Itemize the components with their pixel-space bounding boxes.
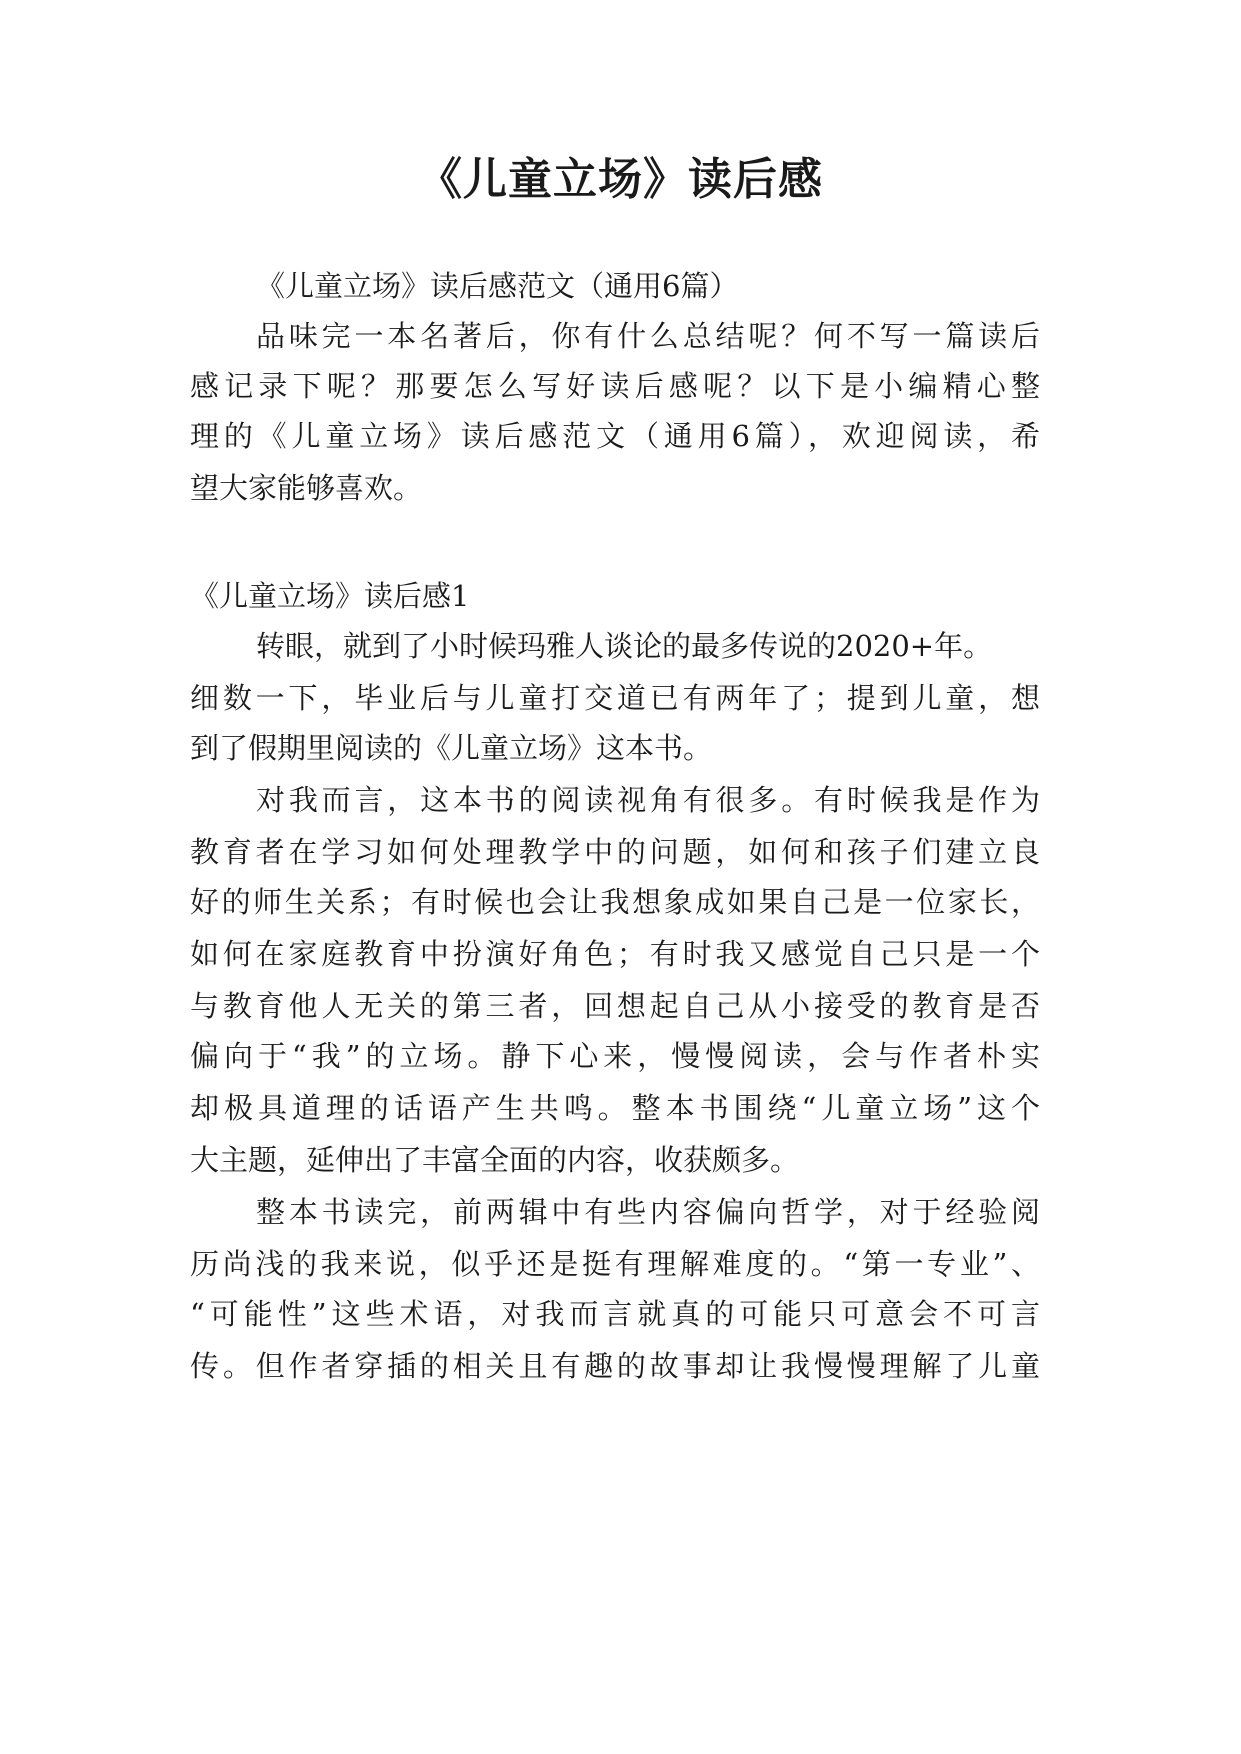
section-line: 如何在家庭教育中扮演好角色；有时我又感觉自己只是一个 — [190, 937, 1040, 971]
section-line: 传。但作者穿插的相关且有趣的故事却让我慢慢理解了儿童 — [190, 1349, 1040, 1383]
section-line: 到了假期里阅读的《儿童立场》这本书。 — [190, 731, 713, 765]
intro-line: 理的《儿童立场》读后感范文（通用6篇），欢迎阅读，希 — [190, 419, 1040, 453]
section-heading: 《儿童立场》读后感1 — [190, 579, 470, 613]
section-line: 大主题，延伸出了丰富全面的内容，收获颇多。 — [190, 1143, 800, 1177]
document-subtitle: 《儿童立场》读后感范文（通用6篇） — [256, 269, 739, 303]
section-line: 转眼，就到了小时候玛雅人谈论的最多传说的2020+年。 — [256, 629, 993, 663]
section-line: 整本书读完，前两辑中有些内容偏向哲学，对于经验阅 — [256, 1195, 1040, 1229]
section-line: 历尚浅的我来说，似乎还是挺有理解难度的。“第一专业”、 — [190, 1247, 1040, 1281]
section-line: “可能性”这些术语，对我而言就真的可能只可意会不可言 — [190, 1297, 1040, 1331]
section-line: 对我而言，这本书的阅读视角有很多。有时候我是作为 — [256, 783, 1040, 817]
section-line: 与教育他人无关的第三者，回想起自己从小接受的教育是否 — [190, 989, 1040, 1023]
intro-line: 品味完一本名著后，你有什么总结呢？何不写一篇读后 — [256, 319, 1040, 353]
section-line: 细数一下，毕业后与儿童打交道已有两年了；提到儿童，想 — [190, 681, 1040, 715]
document-title: 《儿童立场》读后感 — [418, 154, 823, 205]
section-line: 却极具道理的话语产生共鸣。整本书围绕“儿童立场”这个 — [190, 1091, 1040, 1125]
section-line: 好的师生关系；有时候也会让我想象成如果自己是一位家长， — [190, 885, 1040, 919]
section-line: 教育者在学习如何处理教学中的问题，如何和孩子们建立良 — [190, 835, 1040, 869]
section-line: 偏向于“我”的立场。静下心来，慢慢阅读，会与作者朴实 — [190, 1039, 1040, 1073]
intro-line: 感记录下呢？那要怎么写好读后感呢？以下是小编精心整 — [190, 369, 1040, 403]
intro-line: 望大家能够喜欢。 — [190, 471, 423, 505]
